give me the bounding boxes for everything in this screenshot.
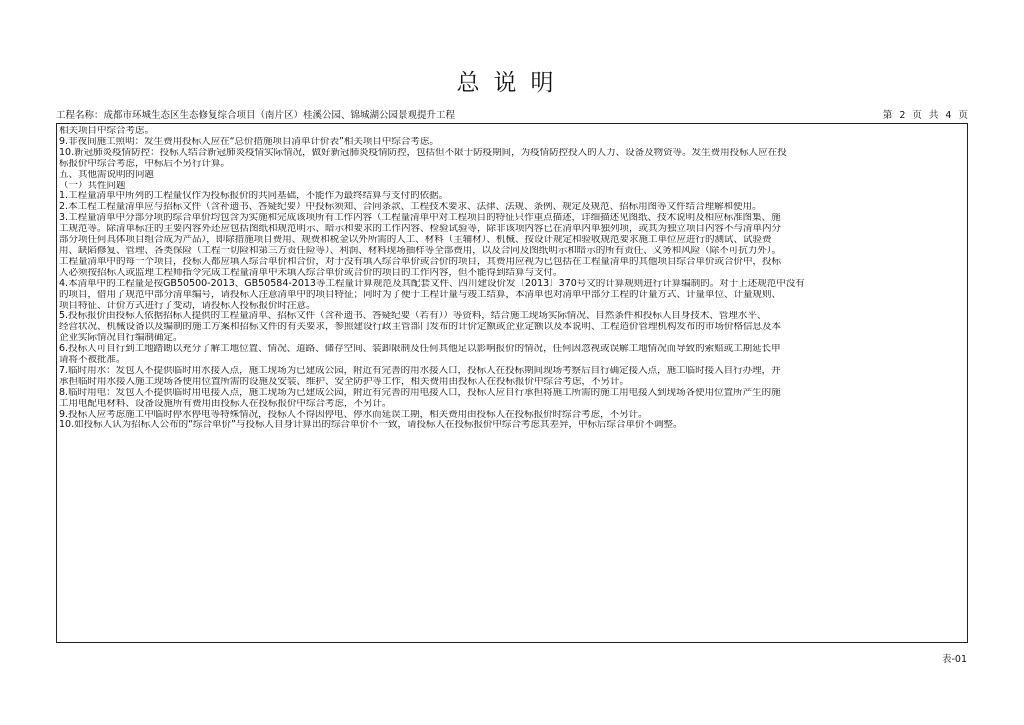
text-line: 工用电配电材料、设备设施所有费用由投标人在投标报价中综合考虑，不另计。 bbox=[59, 398, 392, 409]
text-line: 的项目，借用了规范中部分清单编号，请投标人注意清单中的项目特征；同时为了便于工程计量与竣工结算，本清单也对清单中部分工程的计量方式、计量单位、计量规则、 bbox=[59, 289, 782, 300]
text-line: 标报价中综合考虑，中标后不另行计算。 bbox=[59, 158, 231, 169]
text-line: 9.投标人应考虑施工中临时停水停电等特殊情况，投标人不得因停电、停水而延误工期，相关费用由投标人在投标报价时综合考虑，不另计。 bbox=[59, 409, 648, 420]
text-line: 承担临时用水接入施工现场各使用位置所需的设施及安装、维护、安全防护等工作，相关费用由投标人在投标报价中综合考虑，不另计。 bbox=[59, 376, 630, 387]
text-line: 5.投标报价由投标人依据招标人提供的工程量清单、招标文件（含补遗书、答疑纪要（若有））等资料，结合施工现场实际情况、自然条件和投标人自身技术、管理水平、 bbox=[59, 311, 767, 322]
project-name: 工程名称：成都市环城生态区生态修复综合项目（南片区）桂溪公园、锦城湖公园景观提升工程 bbox=[56, 110, 456, 121]
text-line: 企业实际情况自行编制确定。 bbox=[59, 333, 183, 344]
text-line: 经营状况、机械设备以及编制的施工方案和招标文件的有关要求，参照建设行政主管部门发布的计价定额或企业定额以及本说明、工程造价管理机构发布的市场价格信息及本 bbox=[59, 322, 782, 333]
text-line: 相关项目中综合考虑。 bbox=[59, 126, 155, 136]
text-line: 五、其他需说明的问题 bbox=[59, 169, 155, 180]
text-line: 请将不被批准。 bbox=[59, 355, 126, 366]
text-line: 1.工程量清单中所列的工程量仅作为投标报价的共同基础，不能作为最终结算与支付的依据。 bbox=[59, 191, 449, 202]
text-line: 6.投标人可自行到工地踏勘以充分了解工地位置、情况、道路、储存空间、装卸限制及任何其他足以影响报价的情况，任何因忽视或误解工地情况而导致的索赔或工期延长申 bbox=[59, 344, 781, 355]
header-row bbox=[56, 109, 968, 123]
description-text bbox=[59, 126, 963, 431]
text-line: 工程量清单中的每一个项目，投标人都应填入综合单价和合价，对于没有填入综合单价或合价的项目，其费用应视为已包括在工程量清单的其他项目综合单价或合价中，投标 bbox=[59, 256, 782, 267]
text-line: 用、缺陷修复、管理、各类保险（工程一切险和第三方责任险等）、利润、材料现场抽样等全部费用，以及合同及图纸明示和暗示的所有责任、义务和风险（除不可抗力外）。 bbox=[59, 245, 782, 256]
text-line: 2.本工程工程量清单应与招标文件（含补遗书、答疑纪要）中投标须知、合同条款、工程技术要求、法律、法规、条例、规定及规范、招标用图等文件结合理解和使用。 bbox=[59, 202, 762, 213]
text-line: 4.本清单中的工程量是按GB50500-2013、GB50584-2013等工程量计算规范及其配套文件、四川建设价发〔2013〕370号文的计算规则进行计算编制的。对于上述规范中没有 bbox=[59, 278, 805, 289]
text-line: 9.非夜间施工照明：发生费用投标人应在“总价措施项目清单计价表”相关项目中综合考虑。 bbox=[59, 136, 439, 147]
text-line: 8.临时用电：发包人不提供临时用电接入点，施工现场为已建成公园，附近有完善的用电接入口，投标人应自行承担将施工所需的施工用电接入到现场各使用位置所产生的施 bbox=[59, 387, 781, 398]
text-line: （一）共性问题 bbox=[59, 180, 126, 191]
form-code: 表-01 bbox=[941, 654, 967, 665]
page-title: 总说明 bbox=[456, 70, 568, 96]
text-line: 10.如投标人认为招标人公布的“综合单价”与投标人自身计算出的综合单价不一致，请投标人在投标报价中综合考虑其差异，中标后综合单价不调整。 bbox=[59, 420, 683, 431]
page-indicator: 第 2 页 共 4 页 bbox=[882, 110, 968, 121]
text-line: 10.新冠肺炎疫情防控：投标人结合新冠肺炎疫情实际情况，做好新冠肺炎疫情防控，包括但不限于防疫期间，为疫情防控投入的人力、设备及物资等。发生费用投标人应在投 bbox=[59, 147, 787, 158]
text-line: 7.临时用水：发包人不提供临时用水接入点，施工现场为已建成公园，附近有完善的用水接入口，投标人在投标期间现场考察后自行确定接入点，施工临时接入自行办理，并 bbox=[59, 365, 781, 376]
text-line: 3.工程量清单中分部分项的综合单价均包含为实施和完成该项所有工作内容（工程量清单中对工程项目的特征只作重点描述，详细描述见图纸、技术说明及相应标准图集、施 bbox=[59, 213, 781, 224]
text-line: 项目特征、计价方式进行了变动，请投标人投标报价时注意。 bbox=[59, 300, 316, 311]
text-line: 工规范等。除清单标注的主要内容外还应包括图纸和规范明示、暗示和要求的工作内容、检验试验等，除非该项内容已在清单内单独列项，或其为独立项目内容不与清单内分 bbox=[59, 224, 782, 235]
description-frame bbox=[56, 123, 968, 643]
text-line: 部分项任何具体项目组合成为产品），即除措施项目费用、规费和税金以外所需的人工、材料（主辅材）、机械、按设计规定和验收规范要求施工单位应进行的测试、试验费 bbox=[59, 235, 772, 246]
text-line: 人必须按招标人或监理工程师指令完成工程量清单中未填入综合单价或合价的项目的工作内容，但不能得到结算与支付。 bbox=[59, 267, 563, 278]
